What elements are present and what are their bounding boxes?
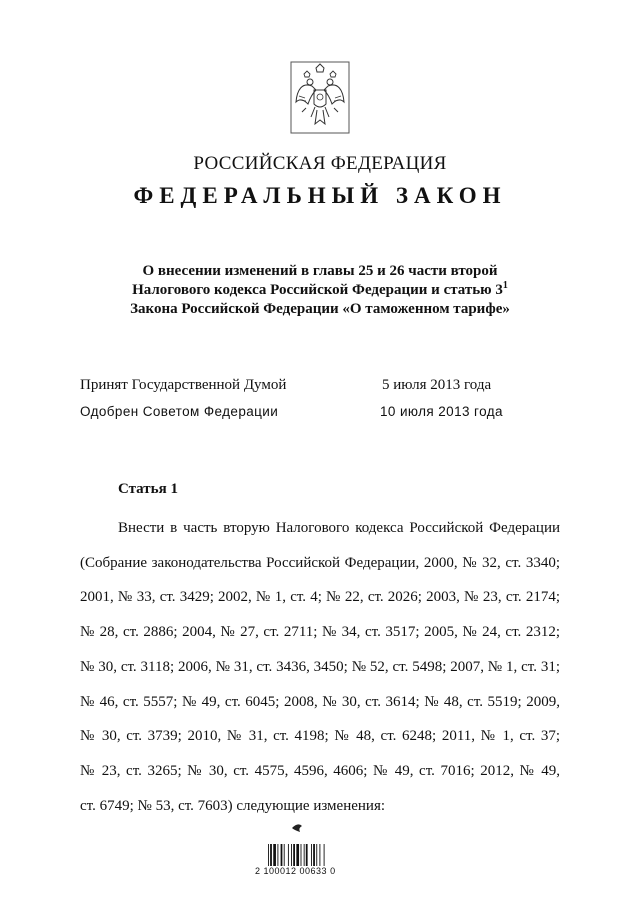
article-line: № 28, ст. 2886; 2004, № 27, ст. 2711; № 34, ст. 3517; 2005, № 24, ст. 2312; — [80, 624, 560, 641]
barcode-bar — [316, 844, 317, 866]
duma-adoption-label: Принят Государственной Думой — [80, 377, 287, 393]
law-title-line-3: Закона Российской Федерации «О таможенном тарифе» — [130, 301, 510, 317]
barcode-bar — [324, 844, 325, 866]
article-line: № 30, ст. 3118; 2006, № 31, ст. 3436, 3450; № 52, ст. 5498; 2007, № 1, ст. 31; — [80, 658, 560, 675]
barcode-bar — [301, 844, 302, 866]
barcode-bar — [306, 844, 308, 866]
article-line: ст. 6749; № 53, ст. 7603) следующие изменения: — [80, 797, 386, 814]
law-title — [0, 262, 640, 319]
barcode-bar — [313, 844, 315, 866]
barcode-bar — [273, 844, 276, 866]
barcode-bar — [284, 844, 285, 866]
barcode-bar — [268, 844, 269, 866]
barcode-bar — [311, 844, 312, 866]
barcode-graphic — [260, 820, 356, 900]
law-type-heading: ФЕДЕРАЛЬНЫЙ ЗАКОН — [133, 183, 507, 208]
council-approval-label: Одобрен Советом Федерации — [80, 404, 279, 419]
council-approval-date: 10 июля 2013 года — [380, 404, 503, 419]
article-line: Внести в часть вторую Налогового кодекса Российской Федерации — [118, 520, 560, 536]
duma-adoption-date: 5 июля 2013 года — [382, 377, 492, 393]
barcode-bar — [291, 844, 292, 866]
barcode-bar — [277, 844, 278, 866]
article-line: № 30, ст. 3739; 2010, № 31, ст. 4198; № 48, ст. 6248; 2011, № 1, ст. 37; — [80, 728, 560, 745]
barcode-bar — [319, 844, 320, 866]
barcode-bar — [304, 844, 305, 866]
article-heading: Статья 1 — [118, 481, 178, 497]
country-heading: РОССИЙСКАЯ ФЕДЕРАЦИЯ — [193, 153, 447, 174]
barcode-bar — [288, 844, 289, 866]
barcode-bar — [281, 844, 283, 866]
barcode-bar — [296, 844, 299, 866]
law-title-line-2 — [0, 281, 640, 300]
barcode-bar — [293, 844, 295, 866]
article-line: № 46, ст. 5557; № 49, ст. 6045; 2008, № 30, ст. 3614; № 48, ст. 5519; 2009, — [80, 693, 560, 710]
law-title-line-1: О внесении изменений в главы 25 и 26 части второй — [142, 263, 498, 279]
article-line: 2001, № 33, ст. 3429; 2002, № 1, ст. 4; № 22, ст. 2026; 2003, № 23, ст. 2174; — [80, 589, 560, 606]
barcode-bar — [270, 844, 272, 866]
article-body — [80, 511, 560, 823]
article-line: (Собрание законодательства Российской Федерации, 2000, № 32, ст. 3340; — [80, 554, 560, 571]
law-title-superscript: 1 — [502, 280, 508, 291]
law-title-line-2-text: Налогового кодекса Российской Федерации и статью 3 — [132, 282, 503, 298]
barcode-number: 2 100012 00633 0 — [255, 866, 336, 876]
article-line: № 23, ст. 3265; № 30, ст. 4575, 4596, 4606; № 49, ст. 7016; 2012, № 49, — [80, 762, 560, 779]
coat-of-arms-emblem — [288, 60, 352, 135]
